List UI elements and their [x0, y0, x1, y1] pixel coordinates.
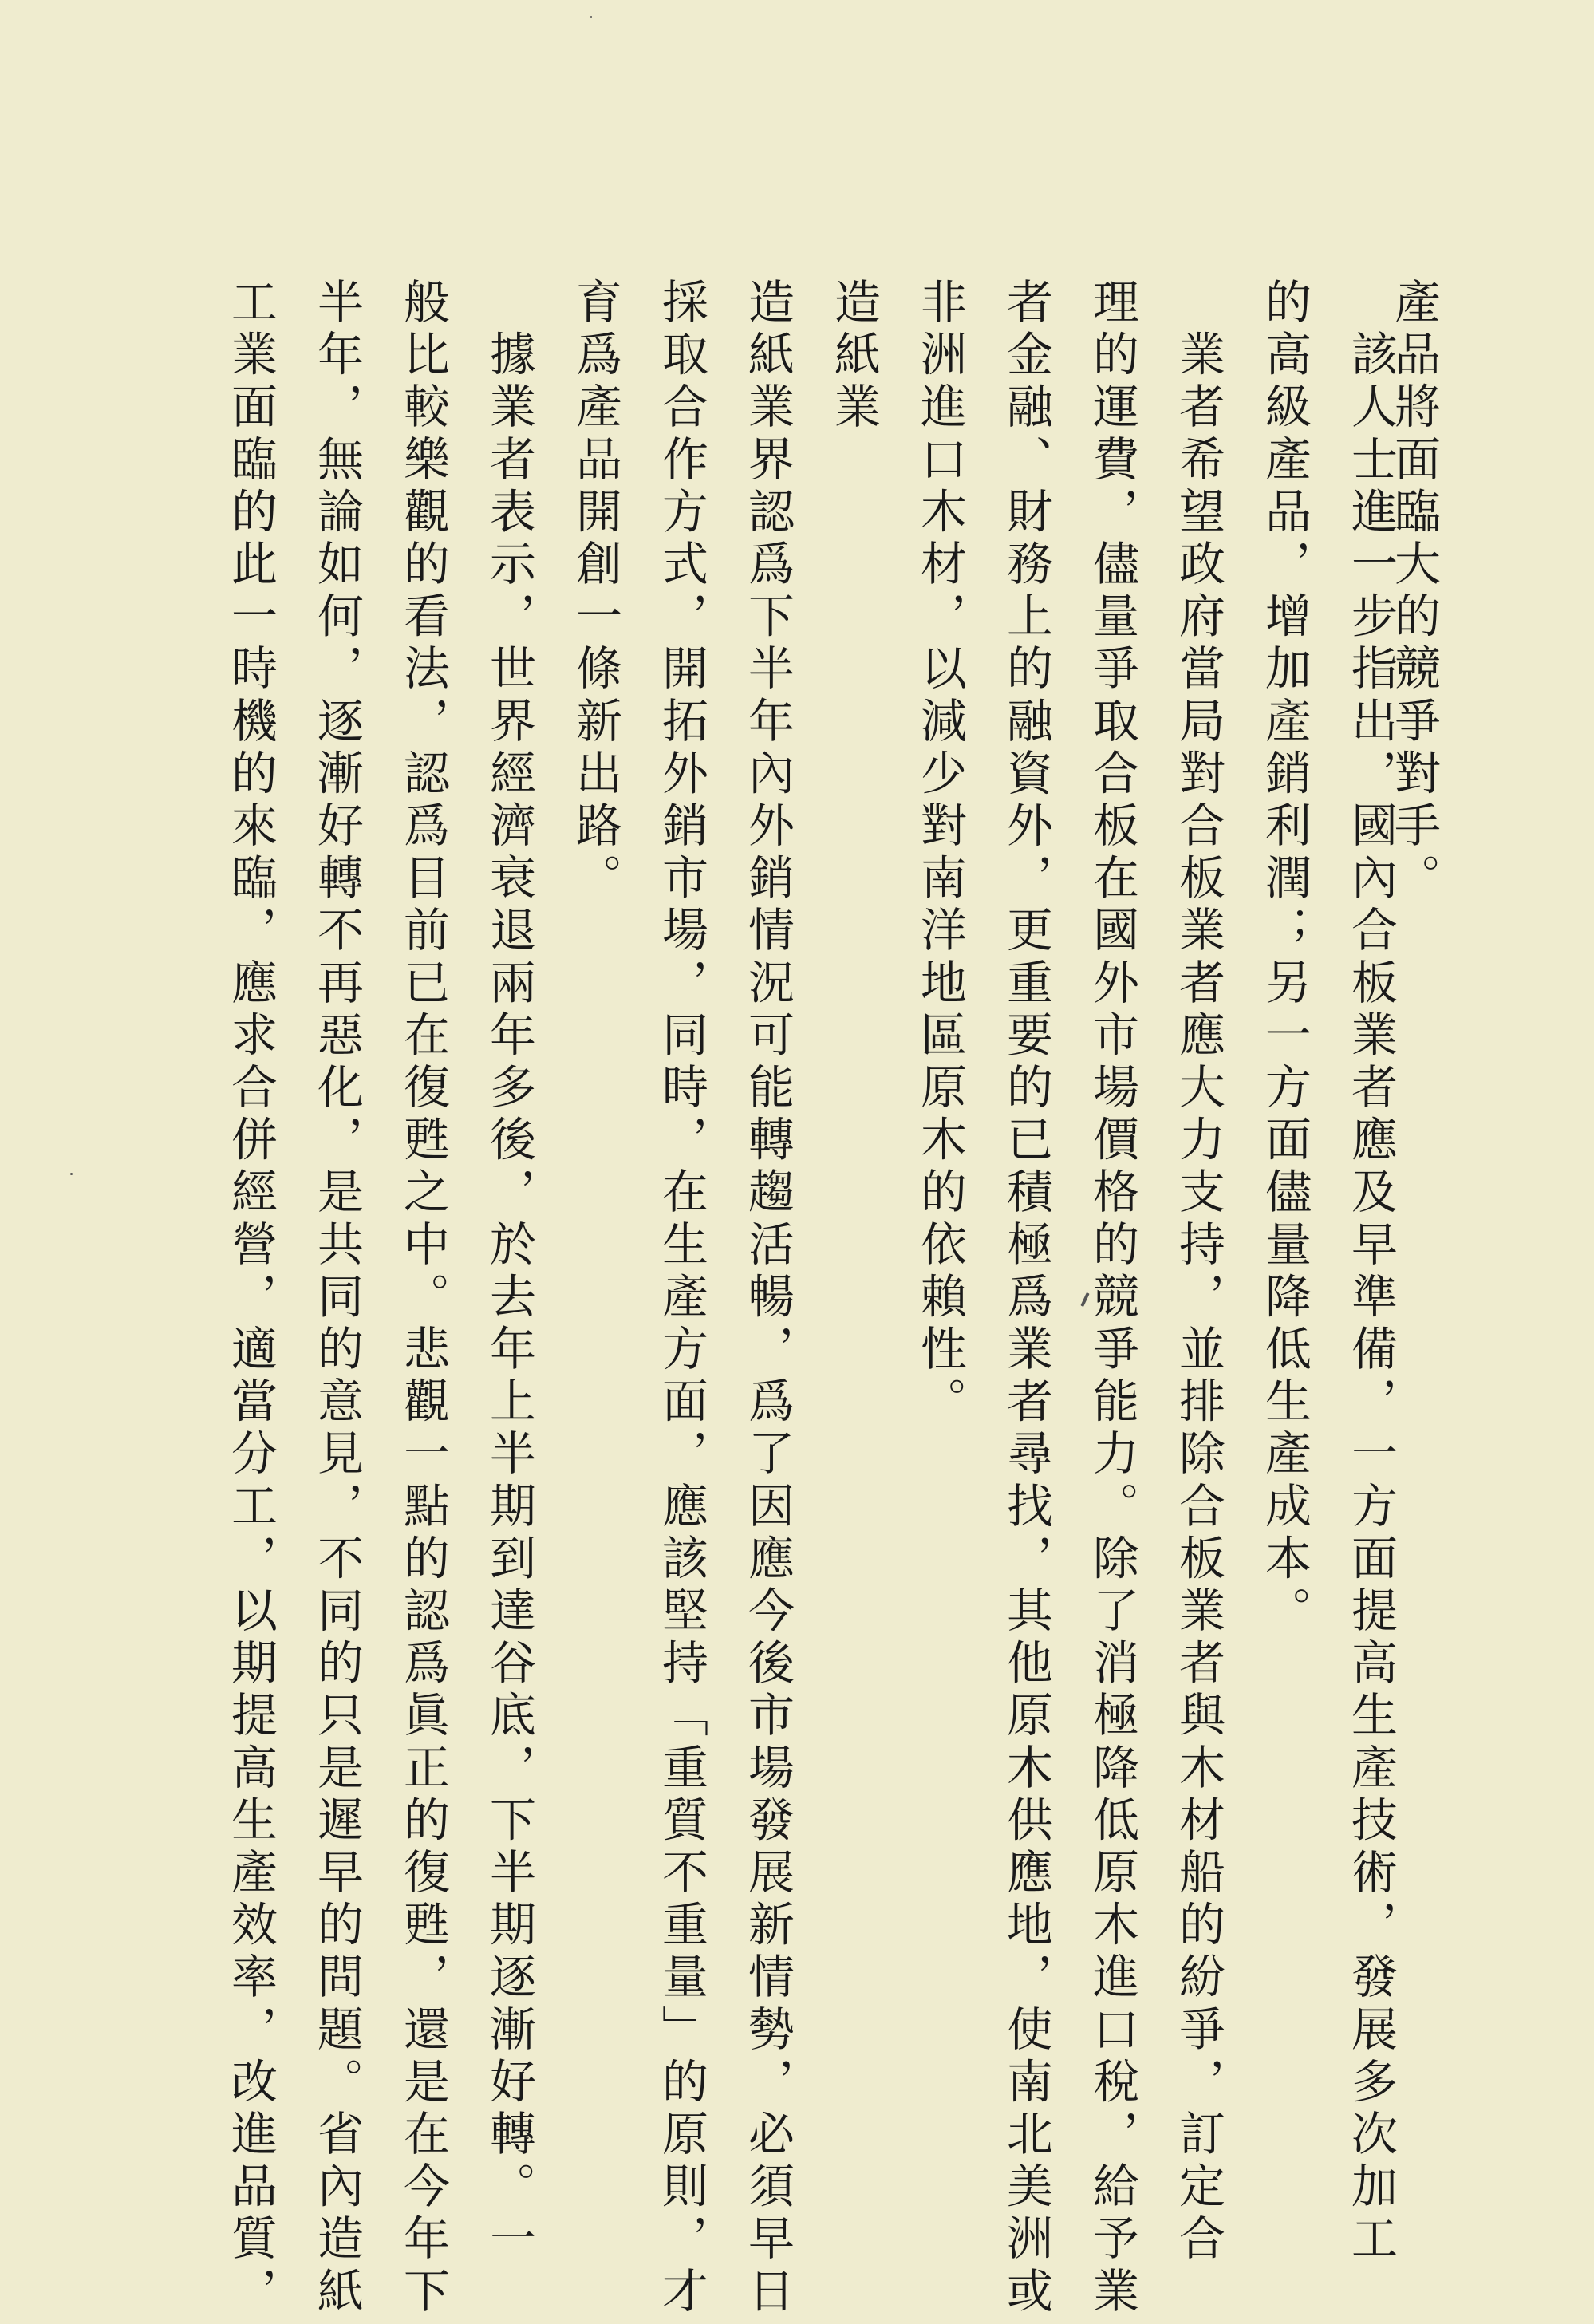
text-column-13: 般比較樂觀的看法，認爲目前已在復甦之中。悲觀一點的認爲眞正的復甦，還是在今年下 — [396, 278, 450, 2319]
text-column-12: 據業者表示，世界經濟衰退兩年多後，於去年上半期到達谷底，下半期逐漸好轉。一 — [482, 278, 536, 2267]
section-heading: 造紙業 — [827, 278, 881, 435]
text-column-3: 的高級產品，增加產銷利潤；另一方面儘量降低生產成本。 — [1257, 278, 1312, 1639]
text-column-11: 育爲產品開創一條新出路。 — [568, 278, 622, 906]
text-column-9: 造紙業界認爲下半年內外銷情況可能轉趨活暢，爲了因應今後市場發展新情勢，必須早日 — [740, 278, 795, 2319]
text-column-2: 該人士進一步指出，國內合板業者應及早準備，一方面提高生產技術，發展多次加工 — [1343, 278, 1398, 2267]
text-column-15: 工業面臨的此一時機的來臨，應求合併經營，適當分工，以期提高生產效率，改進品質， — [223, 278, 278, 2319]
text-column-1: 產品將面臨大的競爭對手。 — [1387, 278, 1441, 906]
text-column-6: 者金融、財務上的融資外，更重要的已積極爲業者尋找，其他原木供應地，使南北美洲或 — [999, 278, 1053, 2319]
paper-speck — [70, 1173, 73, 1175]
text-column-14: 半年，無論如何，逐漸好轉不再惡化，是共同的意見，不同的只是遲早的問題。省內造紙 — [310, 278, 364, 2319]
paper-speck — [590, 16, 592, 18]
text-column-5: 理的運費，儘量爭取合板在國外市場價格的競爭能力。除了消極降低原木進口稅，給予業 — [1085, 278, 1139, 2319]
text-column-10: 採取合作方式，開拓外銷市場，同時，在生產方面，應該堅持「重質不重量」的原則，才 — [654, 278, 708, 2319]
text-column-7: 非洲進口木材，以減少對南洋地區原木的依賴性。 — [913, 278, 967, 1430]
text-column-4: 業者希望政府當局對合板業者應大力支持，並排除合板業者與木材船的紛爭，訂定合 — [1171, 278, 1225, 2267]
